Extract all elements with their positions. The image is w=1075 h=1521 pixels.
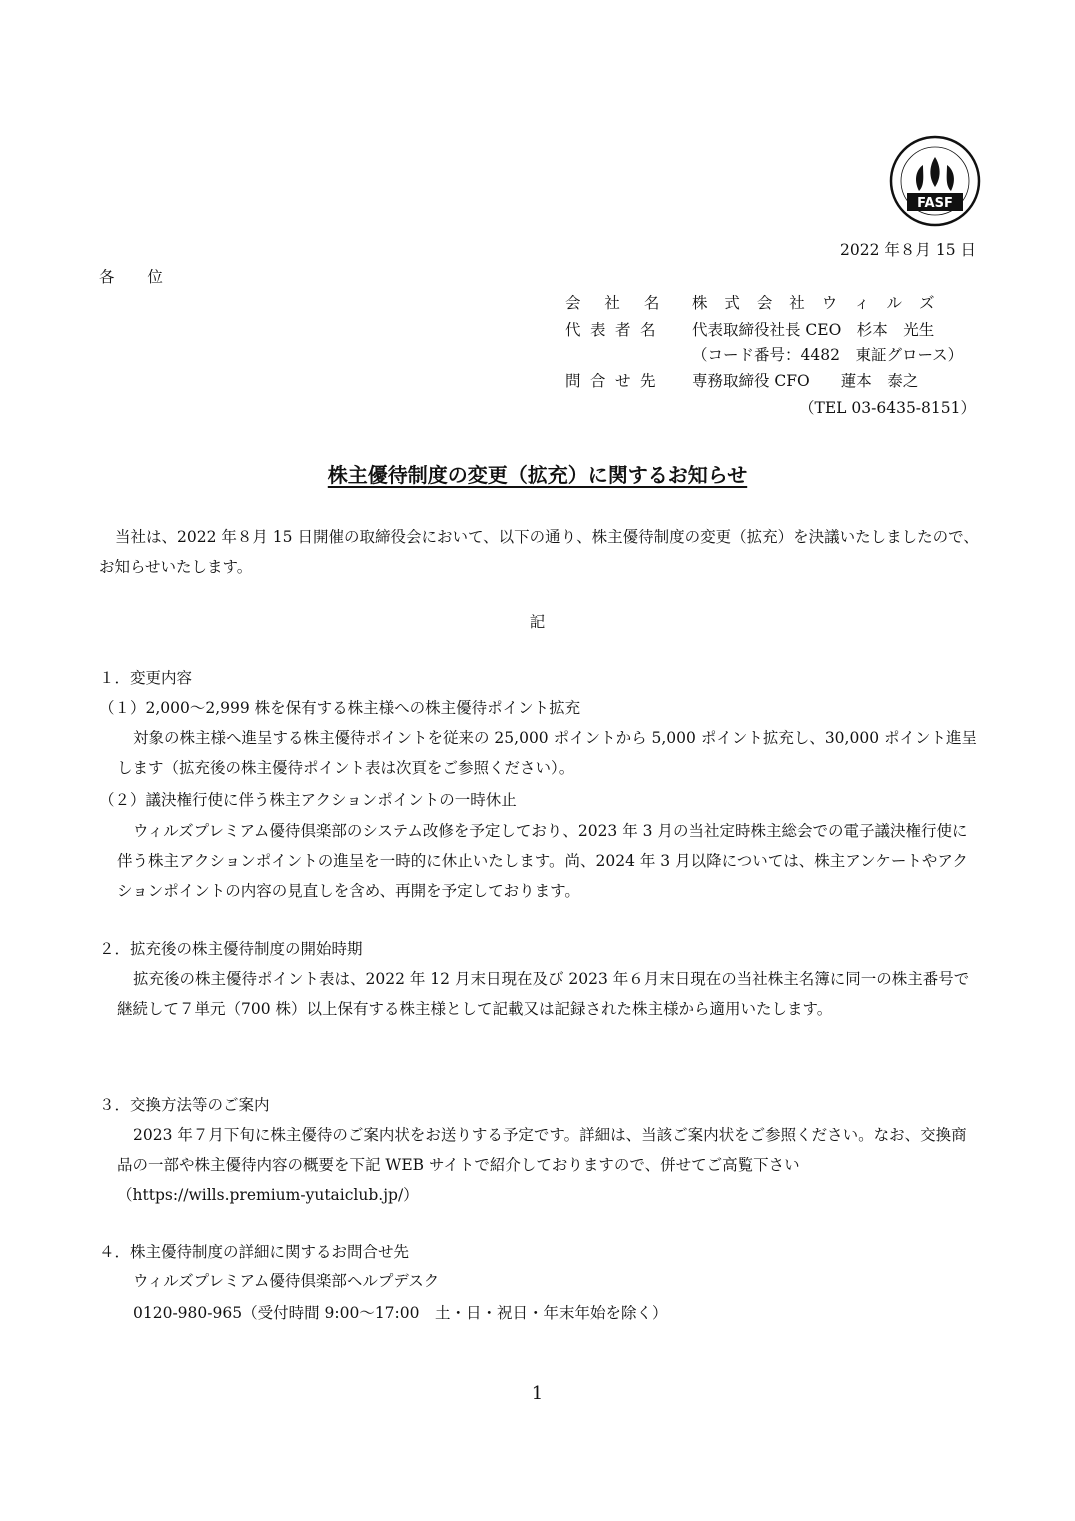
helpdesk-phone: 0120-980-965（受付時間 9:00〜17:00 土・日・祝日・年末年始を除く） (133, 1304, 668, 1322)
contact-tel: （TEL 03-6435-8151） (799, 399, 976, 417)
section-1-sub1-body: 対象の株主様へ進呈する株主優待ポイントを従来の 25,000 ポイントから 5,000 ポイント拡充し、30,000 ポイント進呈します（拡充後の株主優待ポイント表は次頁をご参照ください）。 (117, 729, 977, 777)
document-date: 2022 年８月 15 日 (840, 241, 976, 259)
section-1-sub1-heading: （１）2,000〜2,999 株を保有する株主様への株主優待ポイント拡充 (99, 699, 581, 717)
contact-value: 専務取締役 CFO 蓮本 泰之 (692, 372, 919, 390)
section-1-sub2-heading: （２）議決権行使に伴う株主アクションポイントの一時休止 (99, 791, 517, 809)
representative-label: 代表者名 (565, 321, 666, 339)
intro-paragraph: 当社は、2022 年８月 15 日開催の取締役会において、以下の通り、株主優待制度の変更（拡充）を決議いたしましたので、お知らせいたします。 (99, 528, 979, 576)
fasf-seal-logo (889, 135, 981, 227)
seal-mark-text: FASF (917, 196, 953, 211)
page-number: 1 (531, 1383, 544, 1404)
company-name-value: 株 式 会 社 ウ ィ ル ズ (692, 294, 941, 312)
ki-marker: 記 (529, 613, 546, 631)
section-3-body: 2023 年７月下旬に株主優待のご案内状をお送りする予定です。詳細は、当該ご案内状をご参照ください。なお、交換商品の一部や株主優待内容の概要を下記 WEB サイトで紹介しておりますので、併せてご高覧下さい（https://wills.premium-yutaiclub.jp/） (117, 1126, 967, 1204)
section-3-heading: ３．交換方法等のご案内 (99, 1096, 270, 1114)
section-1-heading: １．変更内容 (99, 669, 193, 687)
company-name-label: 会 社 名 (565, 294, 669, 312)
section-4-heading: ４．株主優待制度の詳細に関するお問合せ先 (99, 1243, 410, 1261)
addressee: 各 位 (99, 268, 177, 286)
section-1-sub2-body: ウィルズプレミアム優待倶楽部のシステム改修を予定しており、2023 年 3 月の当社定時株主総会での電子議決権行使に伴う株主アクションポイントの進呈を一時的に休止いたします。尚、2024 年 3 月以降については、株主アンケートやアクションポイントの内容の見直しを含め、再開を予定しております。 (117, 822, 968, 900)
document-title: 株主優待制度の変更（拡充）に関するお知らせ (327, 463, 748, 487)
stock-code: （コード番号：4482 東証グロース） (692, 346, 964, 364)
section-2-heading: ２．拡充後の株主優待制度の開始時期 (99, 940, 363, 958)
representative-value: 代表取締役社長 CEO 杉本 光生 (692, 321, 935, 339)
helpdesk-name: ウィルズプレミアム優待倶楽部ヘルプデスク (133, 1272, 440, 1290)
contact-label: 問合せ先 (565, 372, 666, 390)
section-2-body: 拡充後の株主優待ポイント表は、2022 年 12 月末日現在及び 2023 年６月末日現在の当社株主名簿に同一の株主番号で継続して７単元（700 株）以上保有する株主様として記載又は記録された株主様から適用いたします。 (117, 970, 970, 1018)
